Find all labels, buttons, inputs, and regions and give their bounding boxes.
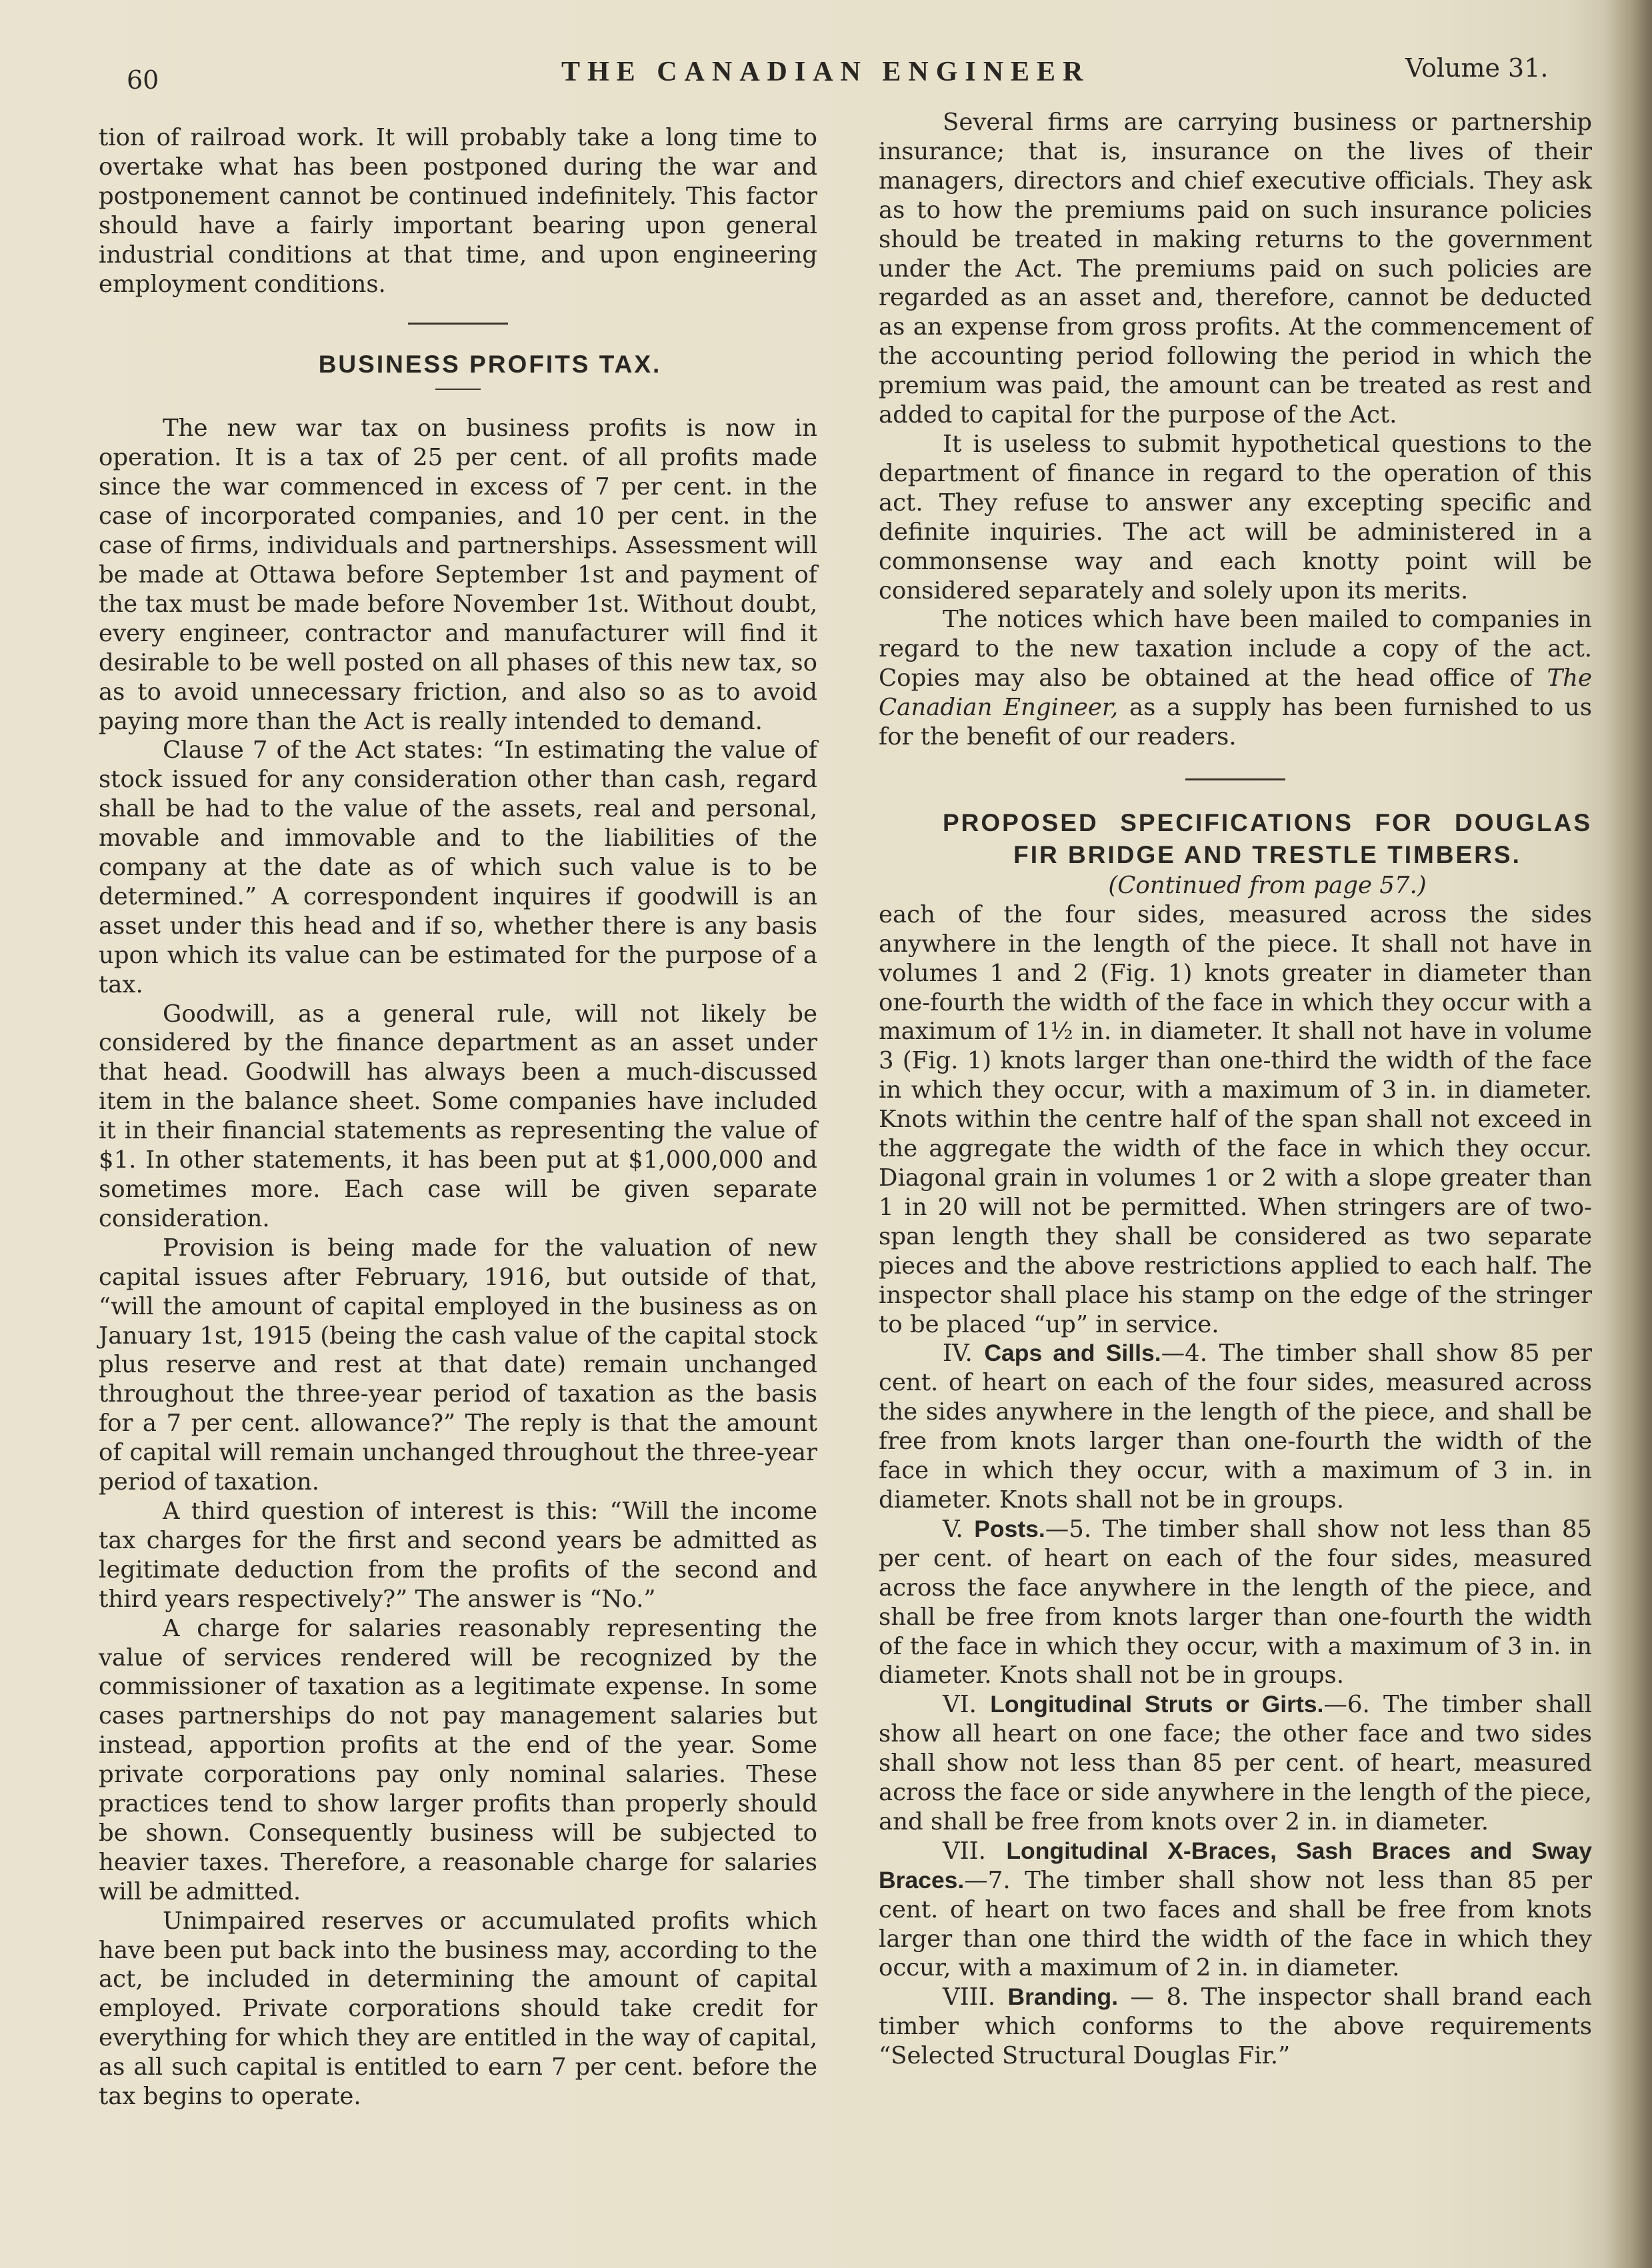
specifications-title-line2: FIR BRIDGE AND TRESTLE TIMBERS. [1013, 840, 1521, 868]
section-title: Posts. [974, 1515, 1045, 1542]
paragraph: A charge for salaries reasonably representing the value of services rendered will be recognized by the commissioner of taxation as a legitimate expense. In some cases partnerships do not pay management salaries but instead, apportion profits at the end of the year. Some private corporations pay only nominal salaries. These practices tend to show larger profits than properly should be shown. Consequently business will be subjected to heavier taxes. Therefore, a reasonable charge for salaries will be admitted. [99, 1614, 817, 1905]
spec-section-struts [879, 1690, 1592, 1837]
section-title: Longitudinal X-Braces, Sash Braces and Sway Braces. [879, 1837, 1592, 1893]
spec-intro-paragraph: each of the four sides, measured across the sides anywhere in the length of the piece. It shall not have in volumes 1 and 2 (Fig. 1) knots greater in diameter than one-fourth the width of the face in which they occur with a maximum of 1½ in. in diameter. It shall not have in volume 3 (Fig. 1) knots larger than one-third the width of the face in which they occur, with a maximum of 3 in. in diameter. Knots within the centre half of the span shall not exceed in the aggregate the width of the face in which they occur. Diagonal grain in volumes 1 or 2 with a slope greater than 1 in 20 will not be permitted. When stringers are of two-span length they shall be considered as two separate pieces and the above restrictions applied to each half. The inspector shall place his stamp on the edge of the stringer to be placed “up” in service. [879, 900, 1592, 1338]
section-numeral: VI. [943, 1691, 977, 1719]
section-numeral: VII. [943, 1837, 986, 1865]
page-number: 60 [127, 65, 159, 95]
section-title: Branding. [1007, 1983, 1119, 2011]
left-column [99, 123, 817, 2111]
paragraph: Unimpaired reserves or accumulated profits which have been put back into the business may, according to the act, be included in determining the amount of capital employed. Private corporations should take credit for everything for which they are entitled in the way of capital, as all such capital is entitled to earn 7 per cent. before the tax begins to operate. [99, 1907, 817, 2111]
section-text: —6. The timber shall show all heart on one face; the other face and two sides shall show not less than 85 per cent. of heart, measured across the face or side anywhere in the length of the piece, and shall be free from knots over 2 in. in diameter. [879, 1691, 1592, 1835]
section-title: Caps and Sills. [984, 1340, 1161, 1367]
spec-section-braces [879, 1837, 1592, 1983]
page-header [0, 33, 1652, 95]
section-text: —7. The timber shall show not less than 85 per cent. of heart on two faces and shall be free from knots larger than one third the width of the face in which they occur, with a maximum of 2 in. in diameter. [879, 1866, 1592, 1982]
paragraph: Several firms are carrying business or partnership insurance; that is, insurance on the lives of their managers, directors and chief executive officials. They ask as to how the premiums paid on such insurance policies should be treated in making returns to the government under the Act. The premiums paid on such policies are regarded as an asset and, therefore, cannot be deducted as an expense from gross profits. At the commencement of the accounting period following the period in which the premium was paid, the amount can be treated as rest and added to capital for the purpose of the Act. [879, 109, 1592, 429]
section-numeral: V. [943, 1515, 963, 1543]
section-text: — 8. The inspector shall brand each timber which conforms to the above requirements “Selected Structural Douglas Fir.” [879, 1983, 1592, 2070]
section-divider [1185, 778, 1285, 780]
section-title: Longitudinal Struts or Girts. [990, 1691, 1324, 1718]
spec-section-posts [879, 1515, 1592, 1690]
specifications-title-line1: PROPOSED SPECIFICATIONS FOR DOUGLAS [943, 808, 1592, 836]
paragraph: Clause 7 of the Act states: “In estimating the value of stock issued for any consideration other than cash, regard shall be had to the value of the assets, real and personal, movable and immovable and to the liabilities of the company at the date as of which such value is to be determined.” A correspondent inquires if goodwill is an asset under this head and if so, whether there is any basis upon which its value can be estimated for the purpose of a tax. [99, 736, 817, 998]
volume-label: Volume 31. [1405, 53, 1549, 83]
business-profits-tax-title: BUSINESS PROFITS TAX. [318, 351, 662, 379]
paragraph: It is useless to submit hypothetical questions to the department of finance in regard to the operation of this act. They refuse to answer any excepting specific and definite inquiries. The act will be administered in a commonsense way and each knotty point will be considered separately and solely upon its merits. [879, 430, 1592, 604]
opening-paragraph: tion of railroad work. It will probably take a long time to overtake what has been postponed during the war and postponement cannot be continued indefinitely. This factor should have a fairly important bearing upon general industrial conditions at that time, and upon engineering employment conditions. [99, 124, 817, 298]
section-numeral: VIII. [943, 1983, 995, 2011]
journal-title: THE CANADIAN ENGINEER [561, 57, 1091, 87]
section-divider [408, 323, 508, 325]
paragraph: A third question of interest is this: “Will the income tax charges for the first and second years be admitted as legitimate deduction from the profits of the second and third years respectively?” The answer is “No.” [99, 1497, 817, 1613]
section-numeral: IV. [943, 1340, 973, 1368]
paragraph: Provision is being made for the valuation of new capital issues after February, 1916, but outside of that, “will the amount of capital employed in the business as on January 1st, 1915 (being the cash value of the capital stock plus reserve and rest at that date) remain unchanged throughout the three-year period of taxation as the basis for a 7 per cent. allowance?” The reply is that the amount of capital will remain unchanged throughout the three-year period of taxation. [99, 1234, 817, 1496]
section-text: —5. The timber shall show not less than 85 per cent. of heart on each of the four sides, measured across the face anywhere in the length of the piece, and shall be free from knots larger than one-fourth the width of the face in which they occur, with a maximum of 3 in. in diameter. Knots shall not be in groups. [879, 1515, 1592, 1690]
section-text: —4. The timber shall show 85 per cent. of heart on each of the four sides, measured across the sides anywhere in the length of the piece, and shall be free from knots larger than one-fourth the width of the face in which they occur, with a maximum of 3 in. in diameter. Knots shall not be in groups. [879, 1340, 1592, 1514]
paragraph: Goodwill, as a general rule, will not likely be considered by the finance department as an asset under that head. Goodwill has always been a much-discussed item in the balance sheet. Some companies have included it in their financial statements as representing the value of $1. In other statements, it has been put at $1,000,000 and sometimes more. Each case will be given separate consideration. [99, 1000, 817, 1232]
spec-section-branding [879, 1983, 1592, 2071]
notice-text: The notices which have been mailed to companies in regard to the new taxation include a copy of the act. Copies may also be obtained at the head office of [879, 606, 1592, 692]
right-column [879, 108, 1592, 2071]
journal-name-italic: The Canadian Engineer, [879, 664, 1592, 722]
continued-note: (Continued from page 57.) [1108, 871, 1427, 899]
title-underline [435, 389, 481, 390]
notice-text-end: as a supply has been furnished to us for the benefit of our readers. [879, 694, 1592, 751]
spec-section-caps-sills [879, 1339, 1592, 1514]
binding-shadow [1605, 0, 1652, 2268]
paragraph: The new war tax on business profits is now in operation. It is a tax of 25 per cent. of all profits made since the war commenced in excess of 7 per cent. in the case of incorporated companies, and 10 per cent. in the case of firms, individuals and partnerships. Assessment will be made at Ottawa before September 1st and payment of the tax must be made before November 1st. Without doubt, every engineer, contractor and manufacturer will find it desirable to be well posted on all phases of this new tax, so as to avoid unnecessary friction, and also so as to avoid paying more than the Act is really intended to demand. [99, 415, 817, 735]
notice-paragraph [879, 605, 1592, 752]
